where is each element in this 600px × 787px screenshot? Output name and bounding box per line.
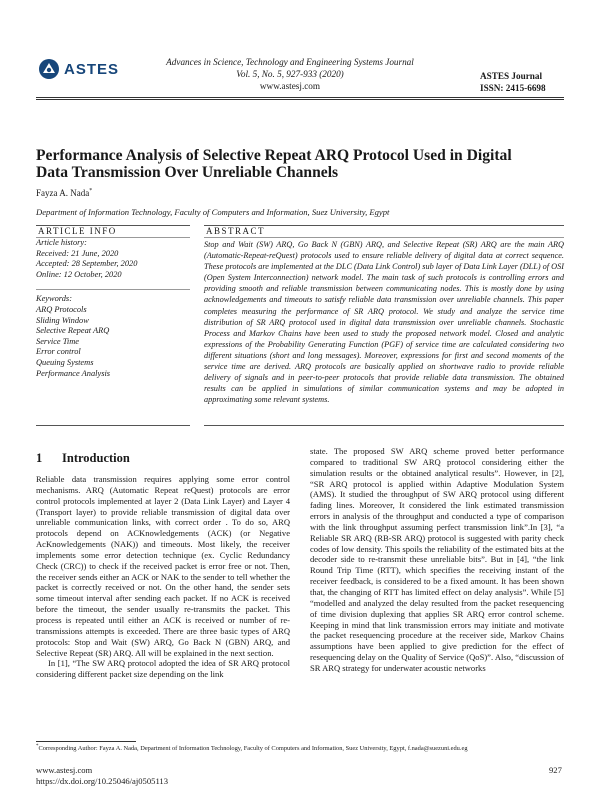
- journal-site[interactable]: www.astesj.com: [259, 81, 321, 91]
- page-number: 927: [549, 765, 562, 775]
- footnote: [36, 743, 566, 753]
- keyword-item: Performance Analysis: [36, 368, 111, 378]
- footer-doi-link[interactable]: https://dx.doi.org/10.25046/aj0505113: [36, 776, 169, 786]
- history-label: Article history:: [36, 238, 87, 247]
- paper-title: [36, 147, 576, 181]
- body-paragraph: Reliable data transmission requires applying some error control mechanisms. ARQ (Automatic Repeat reQuest) protocols are error control protocols implemented at layer 2 (Data Link Layer) and Layer 4 (Transport layer) to provide reliable transmission of digital data over unreliable communication links, with correct order . To do so, ARQ protocols depend on ACKnowledgements (ACK) (or Negative AcKnowledgements (NAK)) and timeouts. Most likely, the receiver implements some error detection technique (ex. Cyclic Redundancy Check (CRC)) to check if the received packet is error free or not. Then, the receiver sends either an ACK or NAK to the sender to tell whether the packet is correctly received or not. On the other hand, the sender sets some timeout interval after sending each packet. If no ACK is received before the timeout, the sender usually re-transmits the packet. This process is repeated until either an ACK is received or number of re-transmissions attempts is exceeded. There are three basic types of ARQ protocols: Stop and Wait (SW) ARQ, Go Back N (GBN) ARQ, and Selective Repeat (SR) ARQ. All will be explained in the next section.: [36, 474, 290, 658]
- abstract-heading: ABSTRACT: [206, 226, 266, 236]
- info-rule-bottom: [36, 425, 190, 426]
- keyword-item: Queuing Systems: [36, 357, 94, 367]
- paper-title-line-1: Performance Analysis of Selective Repeat ARQ Protocol Used in Digital: [36, 147, 512, 164]
- body-column-left: [36, 474, 290, 680]
- journal-logo: [38, 58, 119, 80]
- astes-logo-icon: [38, 58, 60, 80]
- header-rule-bottom: [36, 99, 564, 100]
- keyword-item: Selective Repeat ARQ: [36, 326, 110, 336]
- keyword-item: Error control: [36, 347, 81, 357]
- journal-issn: ISSN: 2415-6698: [480, 83, 546, 93]
- paper-title-line-2: Data Transmission Over Unreliable Channels: [36, 164, 339, 181]
- history-accepted: Accepted: 28 September, 2020: [36, 259, 138, 269]
- author-name: Fayza A. Nada: [36, 188, 90, 198]
- body-paragraph: In [1], “The SW ARQ protocol adopted the idea of SR ARQ protocol considering different packet size depending on the link: [36, 658, 290, 680]
- keyword-item: Sliding Window: [36, 315, 89, 325]
- section-number: 1: [36, 451, 43, 465]
- section-title: Introduction: [62, 451, 130, 465]
- body-column-right: [310, 446, 564, 674]
- info-divider: [36, 280, 190, 290]
- journal-issn-block: [480, 70, 546, 94]
- article-info: [36, 238, 190, 379]
- author: [36, 188, 92, 198]
- affiliation: Department of Information Technology, Faculty of Computers and Information, Suez University, Egypt: [36, 207, 390, 217]
- abstract-rule-bottom: [204, 425, 564, 426]
- journal-header: [150, 56, 430, 92]
- logo-text: ASTES: [64, 60, 120, 78]
- footnote-mark: *: [36, 744, 39, 749]
- journal-name: Advances in Science, Technology and Engineering Systems Journal: [166, 57, 414, 67]
- history-received: Received: 21 June, 2020: [36, 248, 119, 258]
- footnote-text: Corresponding Author: Fayza A. Nada, Department of Information Technology, Faculty of Computers and Information, Suez University, Egypt, f.nada@suezuni.edu.eg: [38, 745, 468, 753]
- abstract-rule-mid: [204, 237, 564, 238]
- journal-short-name: ASTES Journal: [480, 71, 543, 81]
- article-info-heading: ARTICLE INFO: [38, 226, 117, 236]
- footnote-rule: [36, 741, 136, 742]
- section-heading: [36, 451, 130, 466]
- abstract-text: Stop and Wait (SW) ARQ, Go Back N (GBN) ARQ, and Selective Repeat (SR) ARQ are the main ARQ (Automatic-Repeat-reQuest) protocols used to ensure reliable delivery of digital data at correct sequence. These protocols are implemented at the DLC (Data Link Control) sub layer of Data Link Layer (DLL) of OSI (Open System Interconnection) network model. The main task of such protocols is controlling errors and providing smooth and reliable transmission between communicating nodes. This is mostly done by using acknowledgements and timeouts to satisfy reliable data transmission over unreliable channels. This paper completes measuring the performance of SR ARQ protocol. We study and analyze the service time distribution of SR ARQ protocol used in digital data transmission over unreliable channels. Stochastic Process and Markov Chains have been used to study the proposed network model. Closed and analytic expressions of the Probability Generating Function (PGF) of service time are calculated considering two different situations (short and long messages). Moreover, expressions for first and second moments of the service time are derived. ARQ protocols are basically applied on shortwave radio to provide reliable delivery of signals and in peer-to-peer protocols that provide reliable data transmission. The obtained results can be applied in simulations of similar communication systems and may be adopted in approximating some relevant systems.: [204, 240, 564, 405]
- journal-volume: Vol. 5, No. 5, 927-933 (2020): [236, 69, 344, 79]
- page-footer: [36, 765, 168, 787]
- history-online: Online: 12 October, 2020: [36, 269, 122, 279]
- keyword-item: ARQ Protocols: [36, 304, 87, 314]
- keywords-label: Keywords:: [36, 294, 72, 304]
- body-paragraph: state. The proposed SW ARQ scheme proved better performance compared to traditional SW ARQ protocol considering either the simulation results or the obtained analytical results”. However, in [2], “SR ARQ protocol is applied within Adaptive Modulation System (AMS). It studied the throughput of SW ARQ protocol using different fading lines. Moreover, It considered the link estimated transmission errors in analysis of the throughput and conducted a type of comparison with the link throughput assuming perfect transmission link”.In [3], “a Reliable SR ARQ (RB-SR ARQ) protocol is suggested with parity check codes of low density. This spoils the reliability of the estimated bits at the decoder side to re-transmit these unreliable bits”. But in [4], “the link Round Trip Time (RTT), which specifies the receiving instant of the receiver feedback, is considered to be a fixed amount. It has been shown that, the changing of RTT has limited effect on delay analysis”. While [5] “modelled and analyzed the delay resulted from the packet resequencing of time division duplexing that applies SR ARQ error control scheme. Keeping in mind that link transmission errors may initiate and motivate the packet resequencing procedure at the receiver side, Markov Chains assumptions have been applied to give prediction for the effect of resequencing delay on the Quality of Service (QoS)”. Also, “discussion of SR ARQ strategy for underwater acoustic networks: [310, 446, 564, 673]
- keyword-item: Service Time: [36, 336, 80, 346]
- header-rule-top: [36, 97, 564, 98]
- author-mark: *: [89, 188, 93, 194]
- footer-site-link[interactable]: www.astesj.com: [36, 765, 93, 775]
